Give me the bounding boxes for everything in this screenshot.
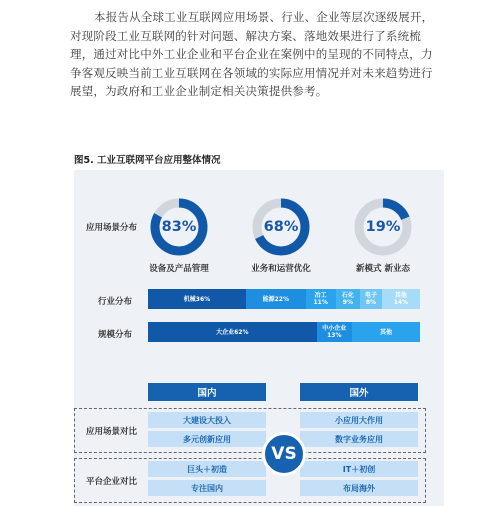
foreign-cell: 小应用大作用 — [300, 412, 418, 428]
donut-percent: 68% — [263, 219, 299, 235]
donut-caption: 新模式 新业态 — [356, 264, 410, 274]
industry-label: 行业分布 — [98, 297, 133, 307]
figure-title: 图5. 工业互联网平台应用整体情况 — [74, 155, 221, 166]
industry-segment: 冶工 11% — [306, 289, 336, 309]
scenario-label: 应用场景分布 — [86, 223, 138, 233]
donut-caption: 设备及产品管理 — [149, 264, 209, 274]
scale-stacked-bar — [148, 322, 420, 342]
donut-operations — [252, 198, 310, 256]
vs-badge: VS — [262, 432, 306, 476]
donut-new-model — [354, 198, 412, 256]
donut-percent: 83% — [161, 219, 197, 235]
industry-stacked-bar — [148, 289, 420, 309]
foreign-header: 国外 — [300, 383, 418, 401]
industry-segment: 石化 9% — [336, 289, 360, 309]
foreign-cell: IT＋初创 — [300, 461, 418, 477]
platform-compare-label: 平台企业对比 — [86, 477, 138, 487]
scale-segment: 中小企业 13% — [317, 322, 352, 342]
scale-segment: 其他 — [352, 322, 420, 342]
domestic-cell: 巨头＋初造 — [148, 461, 266, 477]
intro-paragraph: 本报告从全球工业互联网应用场景、行业、企业等层次逐级展开，对现阶段工业互联网的针对问题、解决方案、落地效果进行了系统梳理，通过对比中外工业企业和平台企业在案例中的呈现的不同特点，力争客观反映当前工业互联网在各领域的实际应用情况并对未来趋势进行展望，为政府和工业企业制定相关决策提供参考。 — [70, 10, 434, 98]
industry-segment: 能源22% — [246, 289, 306, 309]
scenario-compare-label: 应用场景对比 — [86, 427, 138, 437]
domestic-header: 国内 — [148, 383, 266, 401]
industry-segment: 电子 8% — [360, 289, 382, 309]
donut-percent: 19% — [365, 219, 401, 235]
scale-segment: 大企业62% — [148, 322, 317, 342]
foreign-cell: 数字业务应用 — [300, 431, 418, 447]
industry-segment: 其他 14% — [382, 289, 420, 309]
domestic-cell: 大建设大投入 — [148, 412, 266, 428]
foreign-cell: 布局海外 — [300, 480, 418, 496]
donut-equipment — [150, 198, 208, 256]
domestic-cell: 专注国内 — [148, 480, 266, 496]
scale-label: 规模分布 — [98, 330, 133, 340]
domestic-cell: 多元创新应用 — [148, 431, 266, 447]
donut-caption: 业务和运营优化 — [251, 264, 311, 274]
industry-segment: 机械36% — [148, 289, 246, 309]
